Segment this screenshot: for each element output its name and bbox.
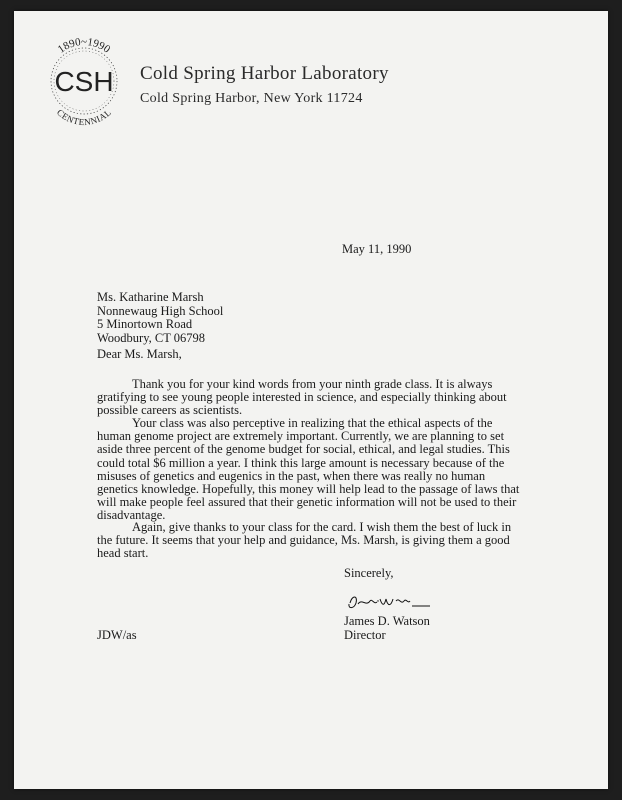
salutation: Dear Ms. Marsh,	[97, 347, 182, 361]
logo-years: 1890~1990	[55, 36, 113, 56]
body-line: aside three percent of the genome budget for social, ethical, and legal studies. This	[97, 442, 510, 457]
recipient-line: Woodbury, CT 06798	[97, 331, 206, 346]
closing: Sincerely,	[344, 566, 394, 580]
recipient-line: Nonnewaug High School	[97, 303, 224, 318]
body-line: human genome project are extremely important. Currently, we are planning to set	[97, 429, 505, 444]
body-line: misuses of genetics and eugenics in the past, when there was really no human	[97, 468, 486, 483]
reference-initials: JDW/as	[97, 628, 137, 642]
body-line: disadvantage.	[97, 508, 166, 523]
body-paragraph-2	[97, 417, 537, 523]
logo-centennial: CENTENNIAL	[54, 107, 114, 128]
handwritten-signature	[344, 589, 434, 615]
body-line: head start.	[97, 546, 149, 561]
recipient-line: Ms. Katharine Marsh	[97, 290, 204, 304]
body-paragraph-3	[97, 521, 537, 561]
body-line: Thank you for your kind words from your ninth grade class. It is always	[132, 377, 493, 391]
body-line: Again, give thanks to your class for the card. I wish them the best of luck in	[132, 520, 512, 534]
recipient-address	[97, 291, 223, 346]
csh-centennial-logo	[34, 31, 134, 131]
body-line: the future. It seems that your help and guidance, Ms. Marsh, is giving them a good	[97, 533, 510, 548]
body-line: Your class was also perceptive in realizing that the ethical aspects of the	[132, 416, 493, 430]
body-paragraph-1	[97, 378, 537, 418]
body-line: genetics knowledge. Hopefully, this money will help lead to the passage of laws that	[97, 482, 520, 497]
letter-page	[14, 11, 608, 789]
body-line: will make people feel assured that their genetic information will not be used to their	[97, 495, 517, 510]
body-line: could total $6 million a year. I think this large amount is necessary because of the	[97, 455, 505, 470]
logo-monogram: CSH	[54, 66, 114, 97]
signer-title: Director	[344, 628, 386, 642]
recipient-line: 5 Minortown Road	[97, 317, 193, 332]
signer-name: James D. Watson	[344, 614, 430, 628]
letter-date: May 11, 1990	[342, 242, 412, 256]
lab-address: Cold Spring Harbor, New York 11724	[140, 91, 363, 106]
body-line: gratifying to see young people interested in science, and especially thinking about	[97, 390, 507, 405]
body-line: possible careers as scientists.	[97, 403, 243, 418]
lab-name: Cold Spring Harbor Laboratory	[140, 63, 389, 84]
